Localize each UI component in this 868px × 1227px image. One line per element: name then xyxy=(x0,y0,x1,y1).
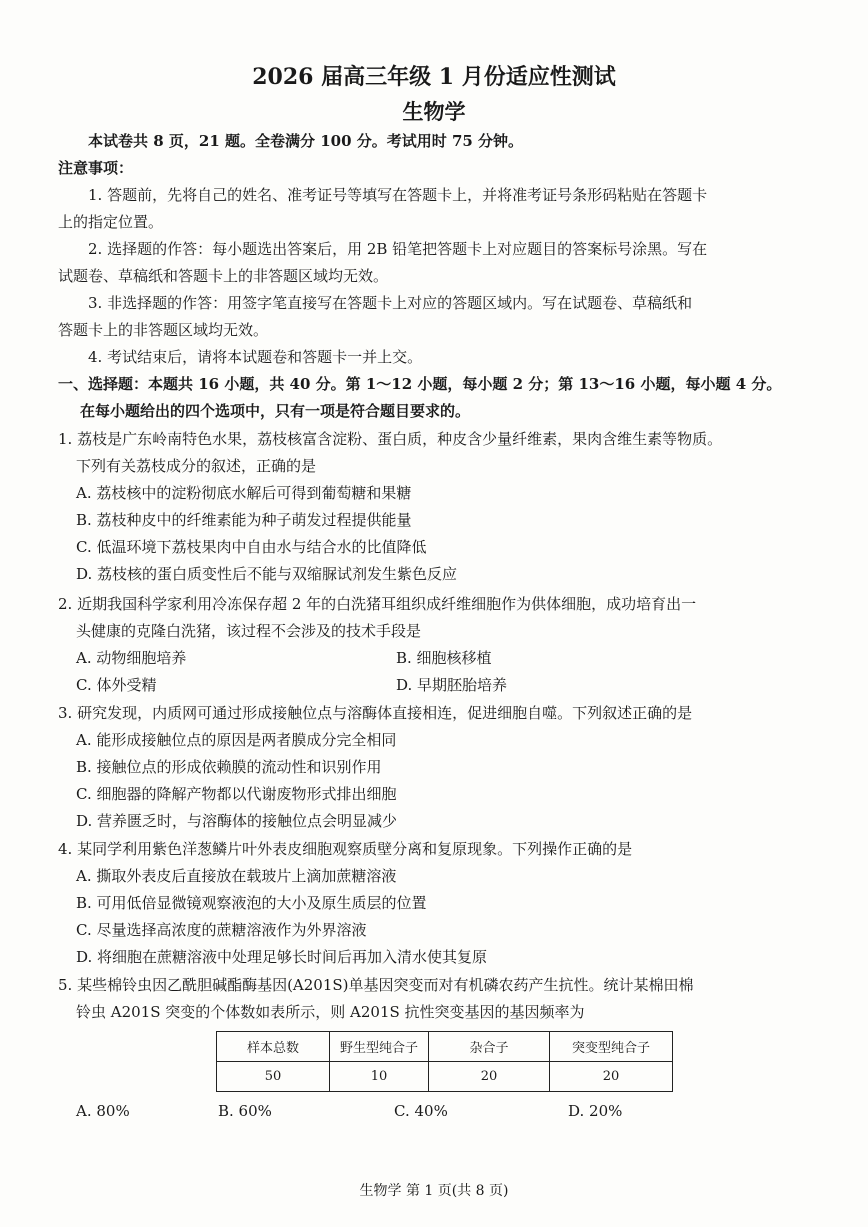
option-c: C. 40% xyxy=(394,1102,448,1120)
subject-title: 生物学 xyxy=(402,99,466,124)
option-c: C. 体外受精 xyxy=(76,676,157,694)
option-a: A. 荔枝核中的淀粉彻底水解后可得到葡萄糖和果糖 xyxy=(76,484,412,502)
notes-heading: 注意事项： xyxy=(58,159,134,177)
table-cell: 20 xyxy=(550,1062,673,1092)
note-line: 4. 考试结束后，请将本试题卷和答题卡一并上交。 xyxy=(88,348,423,366)
option-d: D. 营养匮乏时，与溶酶体的接触位点会明显减少 xyxy=(76,812,398,830)
exam-info: 本试卷共 8 页，21 题。全卷满分 100 分。考试用时 75 分钟。 xyxy=(88,132,524,150)
table-header-cell: 样本总数 xyxy=(217,1032,330,1062)
option-d: D. 20% xyxy=(568,1102,623,1120)
option-c: C. 低温环境下荔枝果肉中自由水与结合水的比值降低 xyxy=(76,538,427,556)
option-a: A. 撕取外表皮后直接放在载玻片上滴加蔗糖溶液 xyxy=(76,867,397,885)
table-header-cell: 突变型纯合子 xyxy=(550,1032,673,1062)
question-stem: 头健康的克隆白洗猪，该过程不会涉及的技术手段是 xyxy=(76,622,422,640)
option-c: C. 细胞器的降解产物都以代谢废物形式排出细胞 xyxy=(76,785,397,803)
question-stem: 下列有关荔枝成分的叙述，正确的是 xyxy=(76,457,317,475)
option-a: A. 动物细胞培养 xyxy=(76,649,187,667)
option-b: B. 可用低倍显微镜观察液泡的大小及原生质层的位置 xyxy=(76,894,427,912)
option-a: A. 80% xyxy=(76,1102,130,1120)
note-line: 试题卷、草稿纸和答题卡上的非答题区域均无效。 xyxy=(58,267,389,285)
page-footer: 生物学 第 1 页(共 8 页) xyxy=(359,1183,509,1199)
table-header-cell: 野生型纯合子 xyxy=(330,1032,429,1062)
note-line: 1. 答题前，先将自己的姓名、准考证号等填写在答题卡上，并将准考证号条形码粘贴在答题卡 xyxy=(88,186,708,204)
option-d: D. 将细胞在蔗糖溶液中处理足够长时间后再加入清水使其复原 xyxy=(76,948,488,966)
question-stem: 2. 近期我国科学家利用冷冻保存超 2 年的白洗猪耳组织成纤维细胞作为供体细胞，成功培育出一 xyxy=(58,595,697,613)
option-d: D. 早期胚胎培养 xyxy=(396,676,508,694)
question-stem: 5. 某些棉铃虫因乙酰胆碱酯酶基因(A201S)单基因突变而对有机磷农药产生抗性。统计某棉田棉 xyxy=(58,976,694,994)
option-b: B. 60% xyxy=(218,1102,272,1120)
option-d: D. 荔枝核的蛋白质变性后不能与双缩脲试剂发生紫色反应 xyxy=(76,565,458,583)
option-b: B. 荔枝种皮中的纤维素能为种子萌发过程提供能量 xyxy=(76,511,412,529)
table-header-row xyxy=(217,1032,673,1062)
question-stem: 3. 研究发现，内质网可通过形成接触位点与溶酶体直接相连，促进细胞自噬。下列叙述正确的是 xyxy=(58,704,693,722)
option-b: B. 接触位点的形成依赖膜的流动性和识别作用 xyxy=(76,758,382,776)
note-line: 答题卡上的非答题区域均无效。 xyxy=(58,321,269,339)
table-header-cell: 杂合子 xyxy=(429,1032,550,1062)
question-stem: 4. 某同学利用紫色洋葱鳞片叶外表皮细胞观察质壁分离和复原现象。下列操作正确的是 xyxy=(58,840,633,858)
genotype-table xyxy=(216,1031,673,1092)
note-line: 2. 选择题的作答：每小题选出答案后，用 2B 铅笔把答题卡上对应题目的答案标号涂黑。写在 xyxy=(88,240,708,258)
section-instruction: 在每小题给出的四个选项中，只有一项是符合题目要求的。 xyxy=(80,402,471,420)
note-line: 3. 非选择题的作答：用签字笔直接写在答题卡上对应的答题区域内。写在试题卷、草稿纸和 xyxy=(88,294,693,312)
table-cell: 10 xyxy=(330,1062,429,1092)
table-cell: 20 xyxy=(429,1062,550,1092)
table-row xyxy=(217,1062,673,1092)
question-stem: 1. 荔枝是广东岭南特色水果，荔枝核富含淀粉、蛋白质，种皮含少量纤维素，果肉含维生素等物质。 xyxy=(58,430,723,448)
question-stem: 铃虫 A201S 突变的个体数如表所示，则 A201S 抗性突变基因的基因频率为 xyxy=(76,1003,585,1021)
option-b: B. 细胞核移植 xyxy=(396,649,492,667)
option-a: A. 能形成接触位点的原因是两者膜成分完全相同 xyxy=(76,731,397,749)
section-heading: 一、选择题：本题共 16 小题，共 40 分。第 1～12 小题，每小题 2 分；第 13～16 小题，每小题 4 分。 xyxy=(58,375,782,393)
exam-title: 2026 届高三年级 1 月份适应性测试 xyxy=(252,64,616,90)
option-c: C. 尽量选择高浓度的蔗糖溶液作为外界溶液 xyxy=(76,921,367,939)
note-line: 上的指定位置。 xyxy=(58,213,164,231)
table-cell: 50 xyxy=(217,1062,330,1092)
